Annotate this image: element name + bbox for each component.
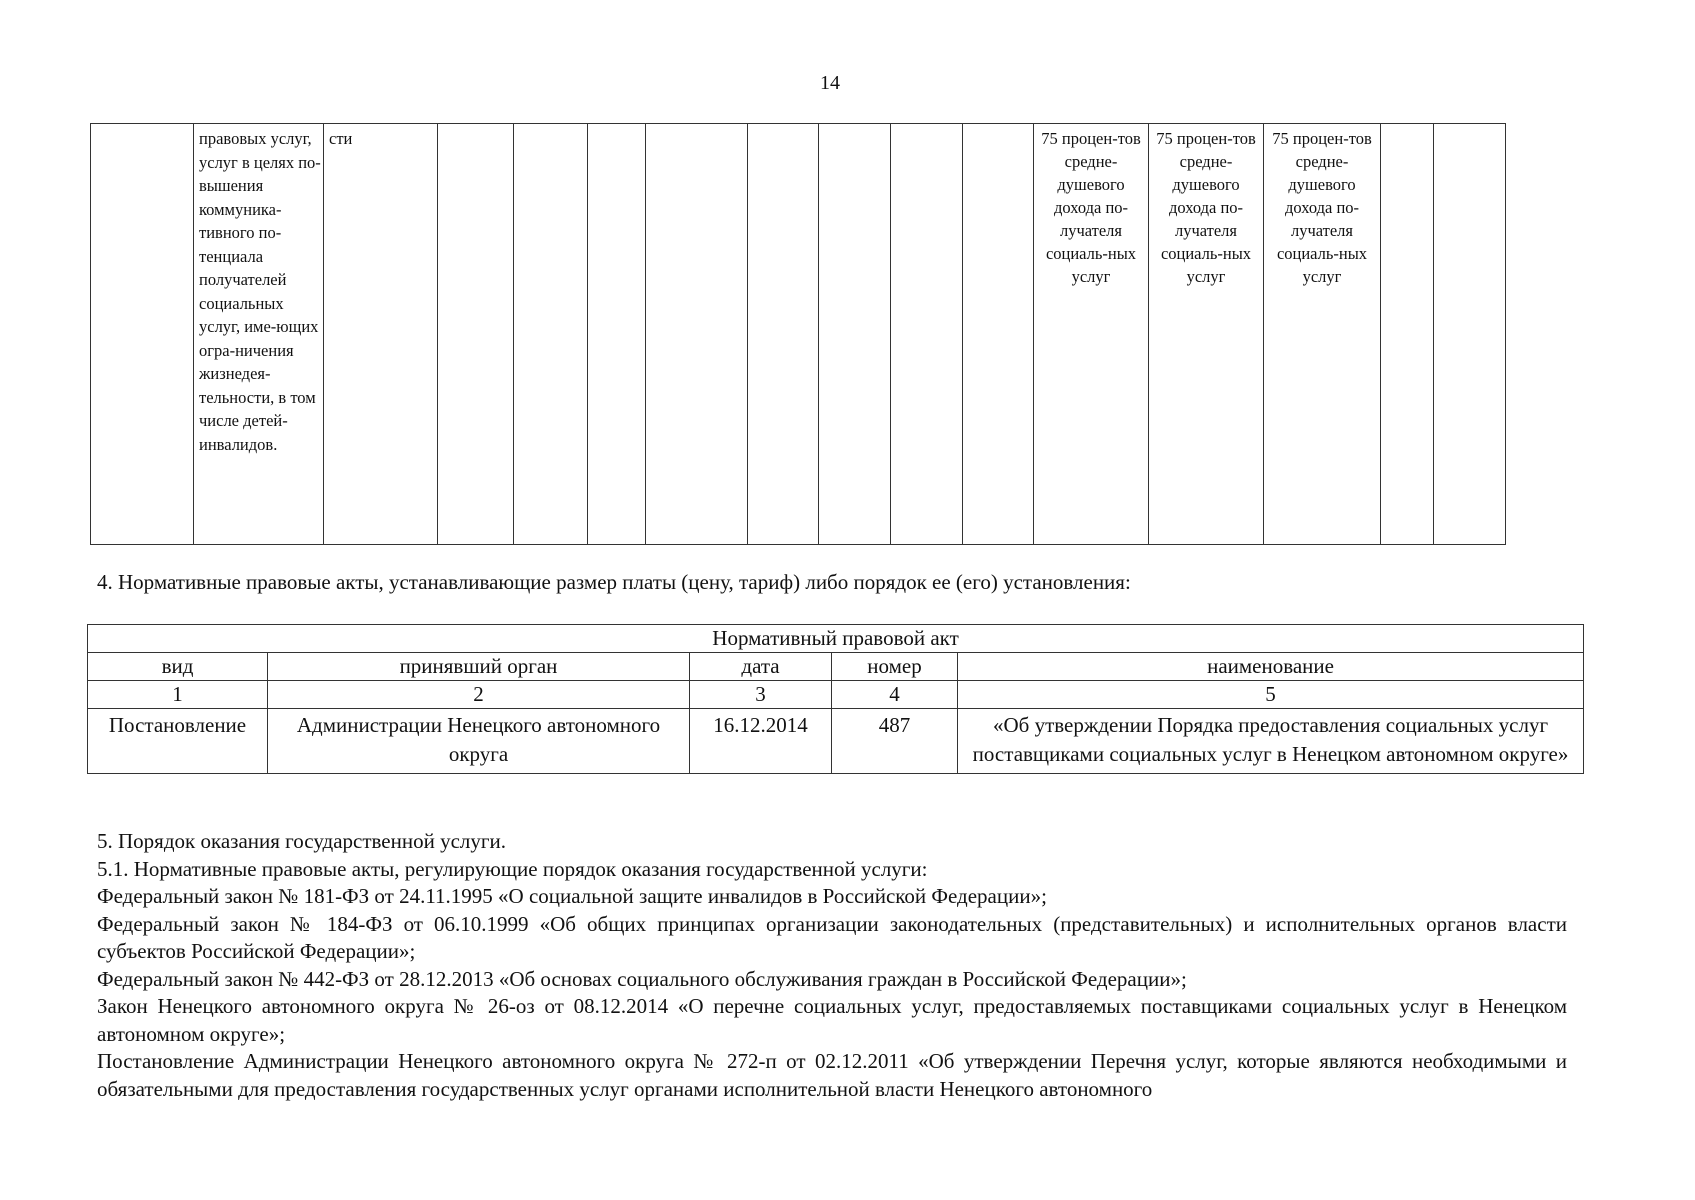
normative-acts-table [87,624,1584,774]
table-cell [514,124,588,545]
column-number-row [88,681,1584,709]
payment-cell: 75 процен-тов средне-душевого дохода по-лучателя социаль-ных услуг [1041,129,1141,286]
act-type: Постановление [88,709,268,774]
service-description: правовых услуг, услуг в целях по-вышения коммуника-тивного по-тенциала получателей социальных услуг, име-ющих огра-ничения жизнедея-тельности, в том числе детей-инвалидов. [199,129,321,454]
table-cell [194,124,324,545]
section-4-heading: 4. Нормативные правовые акты, устанавливающие размер платы (цену, тариф) либо порядок ее (его) установления: [97,570,1131,594]
paragraph: 5. Порядок оказания государственной услуги. [97,829,506,853]
paragraph: Федеральный закон № 181-ФЗ от 24.11.1995 «О социальной защите инвалидов в Российской Федерации»; [97,884,1047,908]
table-cell [588,124,646,545]
paragraph: Федеральный закон № 184-ФЗ от 06.10.1999 «Об общих принципах организации законодательных (представительных) и исполнительных органов власти субъектов Российской Федерации»; [97,911,1567,963]
column-number: 3 [690,681,832,709]
table-cell [1434,124,1506,545]
table-cell [1264,124,1381,545]
column-header: принявший орган [268,653,690,681]
table-cell [1034,124,1149,545]
table-cell [324,124,438,545]
paragraph: Постановление Администрации Ненецкого автономного округа № 272-п от 02.12.2011 «Об утверждении Перечня услуг, которые являются необходимыми и обязательными для предоставления государственных услуг органами исполнительной власти Ненецкого автономного [97,1049,1567,1101]
service-category-text: сти [329,129,353,148]
act-issuing-body: Администрации Ненецкого автономного округа [268,709,690,774]
payment-cell: 75 процен-тов средне-душевого дохода по-лучателя социаль-ных услуг [1156,129,1256,286]
table-cell [91,124,194,545]
group-header: Нормативный правовой акт [88,625,1584,653]
act-date: 16.12.2014 [690,709,832,774]
column-header: вид [88,653,268,681]
table-cell [748,124,819,545]
column-number: 2 [268,681,690,709]
table-header-row [88,625,1584,653]
payment-cell: 75 процен-тов средне-душевого дохода по-лучателя социаль-ных услуг [1272,129,1372,286]
table-cell [819,124,891,545]
column-number: 5 [958,681,1584,709]
paragraph: Федеральный закон № 442-ФЗ от 28.12.2013 «Об основах социального обслуживания граждан в Российской Федерации»; [97,966,1187,991]
column-header: наименование [958,653,1584,681]
services-table-continuation [90,123,1506,545]
act-number: 487 [832,709,958,774]
table-cell [1381,124,1434,545]
paragraph: Закон Ненецкого автономного округа № 26-оз от 08.12.2014 «О перечне социальных услуг, предоставляемых поставщиками социальных услуг в Ненецком автономном округе»; [97,994,1567,1046]
table-cell [438,124,514,545]
table-header-row [88,653,1584,681]
table-cell [646,124,748,545]
table-row [88,709,1584,774]
column-number: 4 [832,681,958,709]
paragraph: 5.1. Нормативные правовые акты, регулирующие порядок оказания государственной услуги: [97,856,928,881]
act-name: «Об утверждении Порядка предоставления социальных услуг поставщиками социальных услуг в Ненецком автономном округе» [958,709,1584,774]
table-cell [891,124,963,545]
column-header: дата [690,653,832,681]
column-header: номер [832,653,958,681]
table-cell [1149,124,1264,545]
column-number: 1 [88,681,268,709]
section-5-text [97,828,1567,1103]
table-cell [963,124,1034,545]
table-row [91,124,1506,545]
page-number: 14 [820,72,840,94]
